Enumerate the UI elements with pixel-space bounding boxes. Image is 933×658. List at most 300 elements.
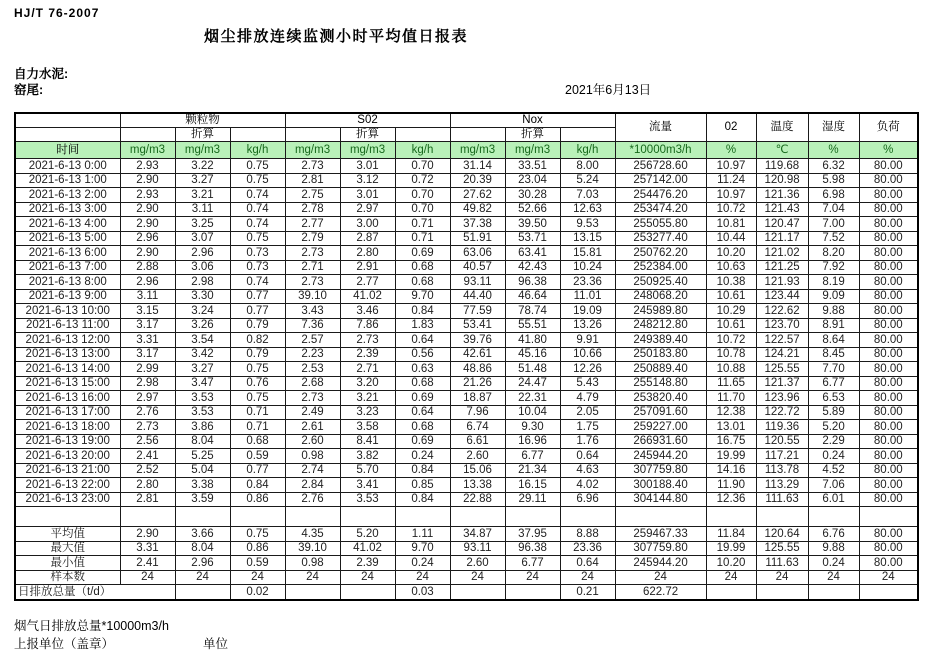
value-cell: 0.69 [395, 246, 450, 261]
value-cell: 3.00 [340, 217, 395, 232]
value-cell: 0.68 [395, 420, 450, 435]
value-cell: 10.61 [706, 318, 756, 333]
summary-value-cell: 41.02 [340, 541, 395, 556]
value-cell: 0.70 [395, 159, 450, 174]
value-cell: 10.63 [706, 260, 756, 275]
value-cell: 2.73 [285, 275, 340, 290]
value-cell: 80.00 [859, 376, 918, 391]
value-cell: 4.79 [560, 391, 615, 406]
summary-value-cell: 24 [450, 570, 505, 585]
value-cell: 10.20 [706, 246, 756, 261]
summary-value-cell: 24 [808, 570, 859, 585]
value-cell: 0.75 [230, 159, 285, 174]
value-cell: 252384.00 [615, 260, 706, 275]
value-cell: 53.41 [450, 318, 505, 333]
value-cell: 9.09 [808, 289, 859, 304]
value-cell: 253277.40 [615, 231, 706, 246]
value-cell: 80.00 [859, 246, 918, 261]
time-cell: 2021-6-13 2:00 [15, 188, 120, 203]
summary-row [15, 570, 918, 585]
value-cell: 10.04 [505, 405, 560, 420]
unit-label: 单位 [203, 637, 229, 651]
value-cell: 2.90 [120, 173, 175, 188]
value-cell: 3.12 [340, 173, 395, 188]
daily-total-value-cell: 0.21 [560, 585, 615, 600]
daily-total-value-cell [285, 585, 340, 600]
value-cell: 120.47 [756, 217, 808, 232]
value-cell: 2.96 [120, 231, 175, 246]
value-cell: 7.06 [808, 478, 859, 493]
value-cell: 3.23 [340, 405, 395, 420]
value-cell: 2.91 [340, 260, 395, 275]
value-cell: 10.72 [706, 202, 756, 217]
emission-report-table [14, 112, 919, 601]
value-cell: 2.87 [340, 231, 395, 246]
value-cell: 3.11 [120, 289, 175, 304]
unit-cell: % [859, 142, 918, 159]
summary-value-cell: 39.10 [285, 541, 340, 556]
empty-cell [756, 507, 808, 527]
value-cell: 3.58 [340, 420, 395, 435]
value-cell: 6.74 [450, 420, 505, 435]
value-cell: 11.24 [706, 173, 756, 188]
value-cell: 0.77 [230, 304, 285, 319]
value-cell: 80.00 [859, 434, 918, 449]
value-cell: 3.15 [120, 304, 175, 319]
daily-total-value-cell [808, 585, 859, 600]
value-cell: 254476.20 [615, 188, 706, 203]
summary-value-cell: 2.60 [450, 556, 505, 571]
value-cell: 23.36 [560, 275, 615, 290]
time-cell: 2021-6-13 5:00 [15, 231, 120, 246]
value-cell: 6.77 [505, 449, 560, 464]
value-cell: 48.86 [450, 362, 505, 377]
value-cell: 7.03 [560, 188, 615, 203]
value-cell: 6.53 [808, 391, 859, 406]
value-cell: 111.63 [756, 492, 808, 507]
value-cell: 117.21 [756, 449, 808, 464]
summary-value-cell: 3.66 [175, 527, 230, 542]
summary-value-cell: 259467.33 [615, 527, 706, 542]
daily-total-value-cell [340, 585, 395, 600]
value-cell: 2.90 [120, 202, 175, 217]
value-cell: 253474.20 [615, 202, 706, 217]
value-cell: 7.96 [450, 405, 505, 420]
value-cell: 2.96 [175, 246, 230, 261]
value-cell: 10.72 [706, 333, 756, 348]
summary-value-cell: 0.75 [230, 527, 285, 542]
summary-value-cell: 120.64 [756, 527, 808, 542]
value-cell: 8.19 [808, 275, 859, 290]
summary-value-cell: 24 [560, 570, 615, 585]
value-cell: 22.31 [505, 391, 560, 406]
value-cell: 2.90 [120, 246, 175, 261]
value-cell: 80.00 [859, 202, 918, 217]
value-cell: 0.86 [230, 492, 285, 507]
value-cell: 16.75 [706, 434, 756, 449]
value-cell: 0.74 [230, 188, 285, 203]
table-row [15, 376, 918, 391]
value-cell: 3.30 [175, 289, 230, 304]
value-cell: 13.26 [560, 318, 615, 333]
summary-value-cell: 0.59 [230, 556, 285, 571]
value-cell: 80.00 [859, 347, 918, 362]
value-cell: 0.98 [285, 449, 340, 464]
value-cell: 3.06 [175, 260, 230, 275]
value-cell: 125.55 [756, 362, 808, 377]
value-cell: 52.66 [505, 202, 560, 217]
reporting-unit-label: 上报单位（盖章） [14, 637, 115, 651]
value-cell: 248212.80 [615, 318, 706, 333]
table-header [15, 113, 918, 159]
value-cell: 121.02 [756, 246, 808, 261]
value-cell: 3.31 [120, 333, 175, 348]
value-cell: 19.99 [706, 449, 756, 464]
value-cell: 11.65 [706, 376, 756, 391]
value-cell: 3.20 [340, 376, 395, 391]
value-cell: 10.81 [706, 217, 756, 232]
value-cell: 2.97 [340, 202, 395, 217]
summary-value-cell: 93.11 [450, 541, 505, 556]
pm-group-header: 颗粒物 [120, 113, 285, 128]
value-cell: 124.21 [756, 347, 808, 362]
value-cell: 2.81 [120, 492, 175, 507]
so2-sub-spacer [285, 128, 340, 142]
value-cell: 1.83 [395, 318, 450, 333]
value-cell: 121.43 [756, 202, 808, 217]
value-cell: 119.36 [756, 420, 808, 435]
header-row-groups [15, 113, 918, 128]
value-cell: 3.24 [175, 304, 230, 319]
unit-cell: *10000m3/h [615, 142, 706, 159]
value-cell: 80.00 [859, 449, 918, 464]
value-cell: 0.24 [808, 449, 859, 464]
value-cell: 0.71 [395, 231, 450, 246]
table-row [15, 420, 918, 435]
value-cell: 13.15 [560, 231, 615, 246]
time-cell: 2021-6-13 6:00 [15, 246, 120, 261]
table-row [15, 260, 918, 275]
summary-value-cell: 24 [756, 570, 808, 585]
summary-value-cell: 6.76 [808, 527, 859, 542]
value-cell: 3.46 [340, 304, 395, 319]
summary-value-cell: 2.41 [120, 556, 175, 571]
daily-total-value-cell [859, 585, 918, 600]
value-cell: 9.91 [560, 333, 615, 348]
value-cell: 31.14 [450, 159, 505, 174]
value-cell: 121.17 [756, 231, 808, 246]
value-cell: 21.26 [450, 376, 505, 391]
value-cell: 3.27 [175, 173, 230, 188]
value-cell: 0.69 [395, 434, 450, 449]
table-row [15, 289, 918, 304]
value-cell: 0.82 [230, 333, 285, 348]
unit-cell: mg/m3 [450, 142, 505, 159]
value-cell: 16.15 [505, 478, 560, 493]
summary-value-cell: 80.00 [859, 527, 918, 542]
value-cell: 0.64 [395, 405, 450, 420]
value-cell: 9.70 [395, 289, 450, 304]
unit-cell: ℃ [756, 142, 808, 159]
value-cell: 6.96 [560, 492, 615, 507]
value-cell: 2.93 [120, 188, 175, 203]
unit-cell: mg/m3 [285, 142, 340, 159]
value-cell: 18.87 [450, 391, 505, 406]
so2-group-header: S02 [285, 113, 450, 128]
value-cell: 0.59 [230, 449, 285, 464]
value-cell: 55.51 [505, 318, 560, 333]
value-cell: 121.37 [756, 376, 808, 391]
value-cell: 0.79 [230, 347, 285, 362]
time-cell: 2021-6-13 15:00 [15, 376, 120, 391]
value-cell: 8.45 [808, 347, 859, 362]
value-cell: 4.02 [560, 478, 615, 493]
summary-value-cell: 37.95 [505, 527, 560, 542]
value-cell: 10.88 [706, 362, 756, 377]
value-cell: 41.02 [340, 289, 395, 304]
daily-total-value-cell [756, 585, 808, 600]
value-cell: 250183.80 [615, 347, 706, 362]
value-cell: 63.06 [450, 246, 505, 261]
empty-cell [340, 507, 395, 527]
time-cell: 2021-6-13 1:00 [15, 173, 120, 188]
value-cell: 20.39 [450, 173, 505, 188]
value-cell: 3.53 [340, 492, 395, 507]
value-cell: 304144.80 [615, 492, 706, 507]
value-cell: 80.00 [859, 478, 918, 493]
daily-total-label: 日排放总量（t/d） [15, 585, 175, 600]
value-cell: 5.43 [560, 376, 615, 391]
value-cell: 250762.20 [615, 246, 706, 261]
value-cell: 51.48 [505, 362, 560, 377]
value-cell: 7.00 [808, 217, 859, 232]
value-cell: 78.74 [505, 304, 560, 319]
value-cell: 257091.60 [615, 405, 706, 420]
value-cell: 3.43 [285, 304, 340, 319]
value-cell: 40.57 [450, 260, 505, 275]
value-cell: 39.50 [505, 217, 560, 232]
value-cell: 0.64 [395, 333, 450, 348]
value-cell: 0.85 [395, 478, 450, 493]
value-cell: 250889.40 [615, 362, 706, 377]
value-cell: 2.98 [120, 376, 175, 391]
value-cell: 2.81 [285, 173, 340, 188]
separator-row [15, 507, 918, 527]
value-cell: 2.68 [285, 376, 340, 391]
value-cell: 2.05 [560, 405, 615, 420]
pm-sub-spacer [230, 128, 285, 142]
summary-value-cell: 24 [175, 570, 230, 585]
summary-value-cell: 8.04 [175, 541, 230, 556]
time-cell: 2021-6-13 20:00 [15, 449, 120, 464]
value-cell: 0.56 [395, 347, 450, 362]
summary-value-cell: 5.20 [340, 527, 395, 542]
value-cell: 80.00 [859, 275, 918, 290]
value-cell: 80.00 [859, 231, 918, 246]
daily-total-value-cell [450, 585, 505, 600]
value-cell: 0.77 [230, 463, 285, 478]
table-row [15, 434, 918, 449]
value-cell: 37.38 [450, 217, 505, 232]
summary-value-cell: 2.39 [340, 556, 395, 571]
value-cell: 4.52 [808, 463, 859, 478]
value-cell: 24.47 [505, 376, 560, 391]
company-label: 自力水泥: [14, 67, 69, 81]
time-header-spacer [15, 113, 120, 128]
nox-converted-header: 折算 [505, 128, 560, 142]
value-cell: 121.93 [756, 275, 808, 290]
time-cell: 2021-6-13 14:00 [15, 362, 120, 377]
value-cell: 6.32 [808, 159, 859, 174]
value-cell: 10.29 [706, 304, 756, 319]
nox-sub-spacer [450, 128, 505, 142]
header-row-units [15, 142, 918, 159]
value-cell: 80.00 [859, 159, 918, 174]
time-cell: 2021-6-13 4:00 [15, 217, 120, 232]
value-cell: 2.71 [340, 362, 395, 377]
table-row [15, 275, 918, 290]
value-cell: 2.73 [120, 420, 175, 435]
value-cell: 80.00 [859, 289, 918, 304]
value-cell: 9.88 [808, 304, 859, 319]
table-row [15, 246, 918, 261]
value-cell: 5.04 [175, 463, 230, 478]
value-cell: 2.76 [285, 492, 340, 507]
value-cell: 77.59 [450, 304, 505, 319]
time-cell: 2021-6-13 18:00 [15, 420, 120, 435]
value-cell: 2.60 [450, 449, 505, 464]
unit-cell: % [808, 142, 859, 159]
report-date: 2021年6月13日 [565, 83, 652, 97]
summary-value-cell: 2.90 [120, 527, 175, 542]
time-cell: 2021-6-13 11:00 [15, 318, 120, 333]
value-cell: 0.71 [395, 217, 450, 232]
value-cell: 6.61 [450, 434, 505, 449]
value-cell: 30.28 [505, 188, 560, 203]
value-cell: 3.11 [175, 202, 230, 217]
temp-header: 温度 [756, 113, 808, 142]
time-cell: 2021-6-13 17:00 [15, 405, 120, 420]
table-row [15, 347, 918, 362]
summary-value-cell: 24 [615, 570, 706, 585]
value-cell: 5.20 [808, 420, 859, 435]
value-cell: 0.68 [395, 260, 450, 275]
value-cell: 2.77 [285, 217, 340, 232]
table-row [15, 318, 918, 333]
value-cell: 0.84 [395, 463, 450, 478]
value-cell: 122.72 [756, 405, 808, 420]
value-cell: 0.63 [395, 362, 450, 377]
value-cell: 12.36 [706, 492, 756, 507]
summary-value-cell: 9.88 [808, 541, 859, 556]
value-cell: 15.81 [560, 246, 615, 261]
daily-total-value-cell: 622.72 [615, 585, 706, 600]
value-cell: 0.68 [395, 376, 450, 391]
value-cell: 7.04 [808, 202, 859, 217]
value-cell: 12.38 [706, 405, 756, 420]
summary-label-cell: 最小值 [15, 556, 120, 571]
value-cell: 51.91 [450, 231, 505, 246]
page-title: 烟尘排放连续监测小时平均值日报表 [204, 28, 469, 45]
empty-cell [560, 507, 615, 527]
unit-cell: kg/h [395, 142, 450, 159]
value-cell: 113.78 [756, 463, 808, 478]
value-cell: 121.25 [756, 260, 808, 275]
value-cell: 15.06 [450, 463, 505, 478]
value-cell: 2.73 [285, 159, 340, 174]
value-cell: 2.73 [285, 246, 340, 261]
summary-row [15, 556, 918, 571]
table-row [15, 304, 918, 319]
value-cell: 2.84 [285, 478, 340, 493]
summary-value-cell: 125.55 [756, 541, 808, 556]
summary-row [15, 541, 918, 556]
summary-label-cell: 样本数 [15, 570, 120, 585]
value-cell: 2.75 [285, 188, 340, 203]
report-table-body [15, 159, 918, 600]
value-cell: 46.64 [505, 289, 560, 304]
value-cell: 6.77 [808, 376, 859, 391]
value-cell: 3.59 [175, 492, 230, 507]
value-cell: 0.64 [560, 449, 615, 464]
value-cell: 3.17 [120, 347, 175, 362]
value-cell: 253820.40 [615, 391, 706, 406]
empty-cell [706, 507, 756, 527]
value-cell: 23.04 [505, 173, 560, 188]
table-row [15, 449, 918, 464]
value-cell: 0.69 [395, 391, 450, 406]
table-row [15, 492, 918, 507]
summary-value-cell: 24 [230, 570, 285, 585]
value-cell: 14.16 [706, 463, 756, 478]
summary-value-cell: 80.00 [859, 541, 918, 556]
unit-cell: mg/m3 [120, 142, 175, 159]
value-cell: 29.11 [505, 492, 560, 507]
value-cell: 80.00 [859, 362, 918, 377]
value-cell: 3.21 [340, 391, 395, 406]
summary-value-cell: 0.86 [230, 541, 285, 556]
value-cell: 123.70 [756, 318, 808, 333]
value-cell: 10.38 [706, 275, 756, 290]
value-cell: 250925.40 [615, 275, 706, 290]
empty-cell [120, 507, 175, 527]
summary-value-cell: 8.88 [560, 527, 615, 542]
unit-cell: mg/m3 [340, 142, 395, 159]
value-cell: 122.57 [756, 333, 808, 348]
value-cell: 9.30 [505, 420, 560, 435]
value-cell: 113.29 [756, 478, 808, 493]
value-cell: 80.00 [859, 304, 918, 319]
value-cell: 63.41 [505, 246, 560, 261]
value-cell: 0.73 [230, 246, 285, 261]
table-row [15, 202, 918, 217]
summary-value-cell: 0.64 [560, 556, 615, 571]
value-cell: 3.01 [340, 188, 395, 203]
value-cell: 12.63 [560, 202, 615, 217]
value-cell: 3.38 [175, 478, 230, 493]
summary-value-cell: 23.36 [560, 541, 615, 556]
empty-cell [615, 507, 706, 527]
summary-value-cell: 24 [120, 570, 175, 585]
value-cell: 3.25 [175, 217, 230, 232]
value-cell: 0.24 [395, 449, 450, 464]
value-cell: 6.01 [808, 492, 859, 507]
table-row [15, 405, 918, 420]
value-cell: 3.21 [175, 188, 230, 203]
daily-total-value-cell [175, 585, 230, 600]
value-cell: 2.77 [340, 275, 395, 290]
value-cell: 13.01 [706, 420, 756, 435]
